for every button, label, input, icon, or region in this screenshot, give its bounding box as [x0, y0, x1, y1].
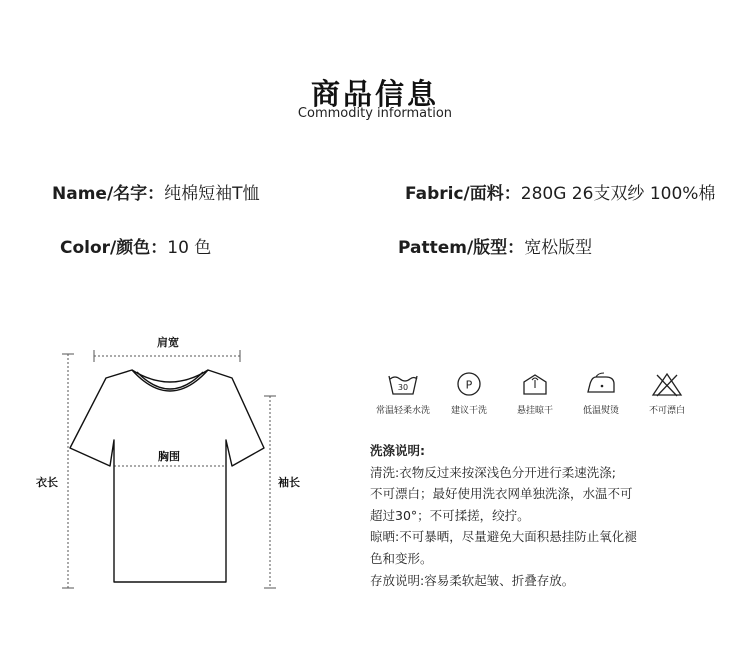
hang-dry-icon — [518, 370, 552, 398]
care-icons-row — [370, 370, 700, 430]
care-item-dry-clean — [436, 370, 502, 416]
care-label-no-bleach: 不可漂白 — [648, 406, 685, 416]
name-info — [52, 179, 260, 204]
care-item-wash — [370, 370, 436, 416]
page-subtitle: Commodity information — [297, 106, 453, 121]
care-item-no-bleach — [634, 370, 700, 416]
care-item-hang-dry — [502, 370, 568, 416]
instruction-line: 清洗:衣物反过来按深浅色分开进行柔速洗涤; — [370, 464, 616, 480]
color-label: Color/颜色： — [60, 238, 168, 258]
pattern-value: 宽松版型 — [524, 238, 593, 258]
care-label-hang-dry: 悬挂晾干 — [516, 406, 553, 416]
svg-text:P: P — [465, 378, 473, 392]
tshirt-outline-icon — [0, 320, 340, 620]
color-info — [60, 233, 211, 258]
shoulder-width-label: 肩宽 — [157, 336, 179, 349]
fabric-value: 280G 26支双纱 100%棉 — [520, 184, 716, 204]
no-bleach-icon — [650, 370, 684, 398]
low-iron-icon — [584, 370, 618, 398]
name-value: 纯棉短袖T恤 — [164, 184, 260, 204]
wash-30-icon — [386, 370, 420, 398]
instruction-line: 不可漂白；最好使用洗衣网单独洗涤，水温不可 — [370, 486, 633, 502]
washing-instructions — [370, 440, 730, 591]
care-item-low-iron — [568, 370, 634, 416]
dry-clean-icon — [452, 370, 486, 398]
tshirt-size-diagram — [0, 320, 340, 620]
care-label-low-iron: 低温熨烫 — [582, 406, 619, 416]
instruction-line: 超过30°；不可揉搓，绞拧。 — [370, 507, 530, 523]
body-length-label: 衣长 — [36, 476, 58, 489]
page-title: 商品信息 — [310, 77, 439, 111]
care-label-dry-clean: 建议干洗 — [450, 406, 487, 416]
sleeve-length-label: 袖长 — [278, 476, 300, 489]
instruction-line: 晾晒:不可暴晒，尽量避免大面积悬挂防止氧化褪 — [370, 529, 637, 545]
instruction-line: 色和变形。 — [370, 550, 433, 566]
fabric-label: Fabric/面料： — [405, 184, 521, 204]
fabric-info — [405, 179, 715, 204]
washing-instructions-title: 洗涤说明: — [370, 443, 425, 458]
color-value: 10 色 — [167, 238, 212, 258]
chest-label: 胸围 — [158, 450, 180, 463]
svg-text:30: 30 — [397, 383, 409, 392]
instruction-line: 存放说明:容易柔软起皱、折叠存放。 — [370, 572, 575, 588]
care-label-wash: 常温轻柔水洗 — [375, 406, 430, 416]
name-label: Name/名字： — [52, 184, 165, 204]
pattern-info — [398, 233, 592, 258]
pattern-label: Pattem/版型： — [398, 238, 525, 258]
